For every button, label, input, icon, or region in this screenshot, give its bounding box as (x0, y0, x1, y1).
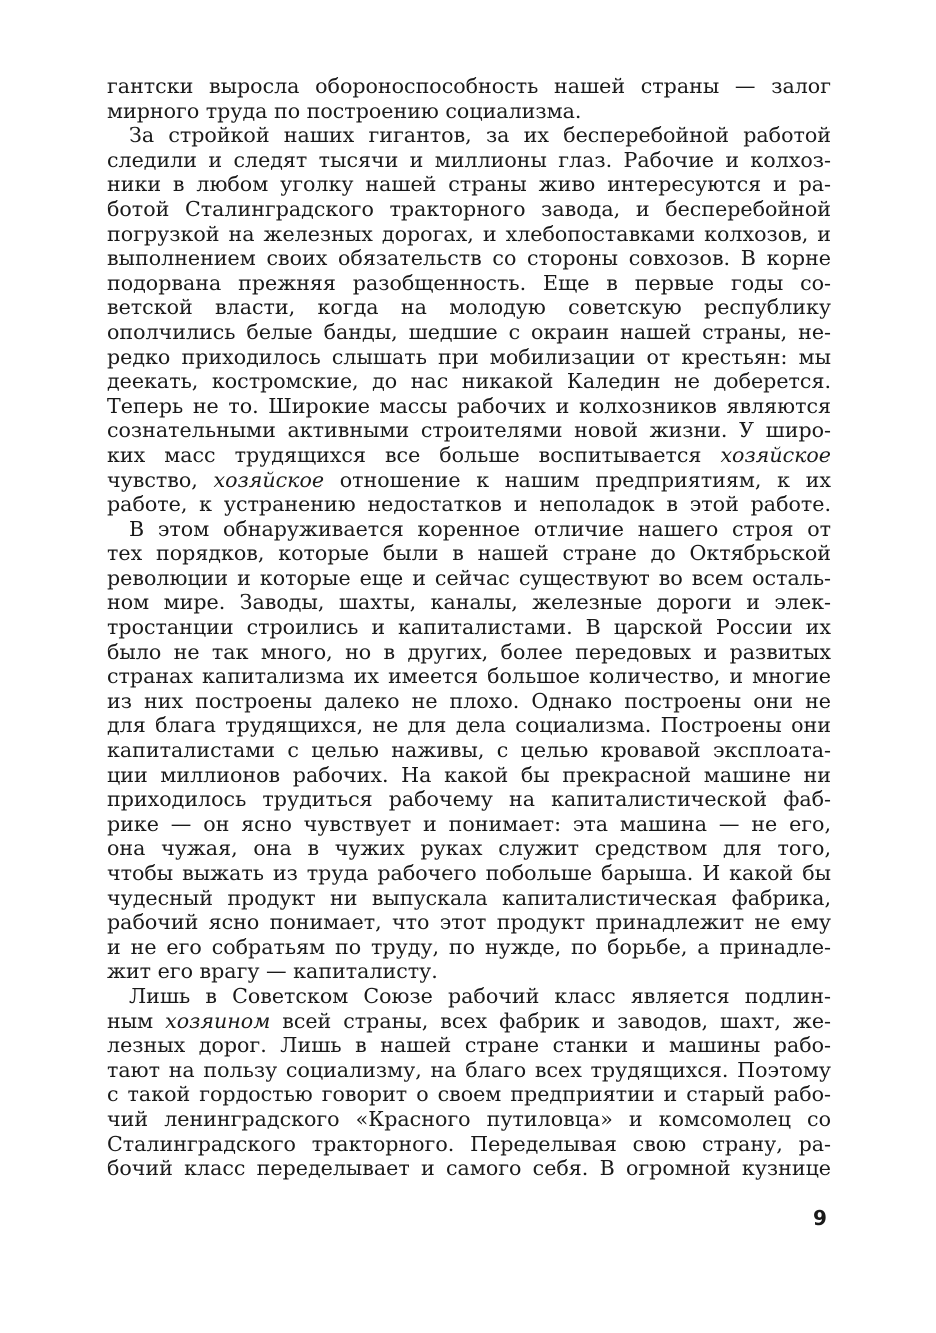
text-line: чудесный продукт ни выпускала капиталистическая фабрика, (107, 885, 831, 910)
text-line: ники в любом уголку нашей страны живо интересуются и ра- (107, 172, 831, 197)
text-line: с такой гордостью говорит о своем предприятии и старый рабо- (107, 1082, 831, 1107)
page-number: 9 (813, 1206, 827, 1230)
text-line: гантски выросла обороноспособность нашей страны — залог (107, 74, 831, 98)
text-line-emphasis: ным хозяином всей страны, всех фабрик и заводов, шахт, же- (107, 1008, 831, 1033)
text-line: и не его собратьям по труду, по нужде, по борьбе, а принадле- (107, 934, 831, 959)
text-line: деекать, костромские, до нас никакой Каледин не доберется. (107, 369, 831, 394)
text-line: мирного труда по построению социализма. (107, 98, 582, 123)
text-line: Теперь не то. Широкие массы рабочих и колхозников являются (107, 393, 831, 418)
text-line: выполнением своих обязательств со стороны совхозов. В корне (107, 246, 831, 271)
text-line: тают на пользу социализму, на благо всех трудящихся. Поэтому (107, 1057, 831, 1082)
text-line: Сталинградского тракторного. Переделывая свою страну, ра- (107, 1131, 831, 1156)
text-line: ветской власти, когда на молодую советскую республику (107, 295, 831, 320)
text-line: чий ленинградского «Красного путиловца» и комсомолец со (107, 1106, 831, 1131)
paragraph-3 (107, 517, 831, 984)
text-line: для блага трудящихся, не для дела социализма. Построены они (107, 713, 831, 738)
text-line: рике — он ясно чувствует и понимает: эта машина — не его, (107, 811, 831, 836)
paragraph-1 (107, 74, 831, 123)
text-line: капиталистами с целью наживы, с целью кровавой эксплоата- (107, 738, 831, 763)
text-line: следили и следят тысячи и миллионы глаз. Рабочие и колхоз- (107, 147, 831, 172)
text-line: чтобы выжать из труда рабочего побольше барыша. И какой бы (107, 861, 831, 885)
text-line: рабочий ясно понимает, что этот продукт принадлежит не ему (107, 910, 831, 935)
text-line: сознательными активными строителями новой жизни. У широ- (107, 418, 831, 443)
text-line: редко приходилось слышать при мобилизации от крестьян: мы (107, 344, 831, 369)
text-line: За стройкой наших гигантов, за их бесперебойной работой (129, 123, 831, 148)
text-line: лезных дорог. Лишь в нашей стране станки и машины рабо- (107, 1033, 831, 1058)
text-line: революции и которые еще и сейчас существуют во всем осталь- (107, 565, 831, 590)
text-line: ботой Сталинградского тракторного завода, и бесперебойной (107, 196, 831, 221)
text-line: ополчились белые банды, шедшие с окраин нашей страны, не- (107, 319, 831, 344)
text-line: приходилось трудиться рабочему на капиталистической фаб- (107, 787, 831, 812)
text-line: бочий класс переделывает и самого себя. В огромной кузнице (107, 1156, 831, 1181)
text-line-emphasis: чувство, хозяйское отношение к нашим предприятиям, к их (107, 467, 831, 492)
text-line: тростанции строились и капиталистами. В царской России их (107, 615, 831, 640)
text-line: тех порядков, которые были в нашей стране до Октябрьской (107, 541, 831, 566)
text-line: жит его врагу — капиталисту. (107, 959, 438, 984)
text-line: Лишь в Советском Союзе рабочий класс является подлин- (129, 983, 831, 1008)
text-line: странах капитализма их имеется большое количество, и многие (107, 664, 831, 689)
text-line-emphasis: ких масс трудящихся все больше воспитывается хозяйское (107, 442, 831, 467)
text-line: работе, к устранению недостатков и неполадок в этой работе. (107, 492, 831, 517)
text-line: В этом обнаруживается коренное отличие нашего строя от (129, 516, 831, 541)
paragraph-2 (107, 123, 831, 517)
text-line: из них построены далеко не плохо. Однако построены они не (107, 688, 831, 713)
body-text (107, 74, 831, 1181)
paragraph-4 (107, 984, 831, 1181)
text-line: было не так много, но в других, более передовых и развитых (107, 639, 831, 664)
text-line: ции миллионов рабочих. На какой бы прекрасной машине ни (107, 762, 831, 787)
text-line: ном мире. Заводы, шахты, каналы, железные дороги и элек- (107, 590, 831, 615)
text-line: она чужая, она в чужих руках служит средством для того, (107, 836, 831, 861)
text-line: погрузкой на железных дорогах, и хлебопоставками колхозов, и (107, 221, 831, 246)
text-line: подорвана прежняя разобщенность. Еще в первые годы со- (107, 270, 831, 295)
